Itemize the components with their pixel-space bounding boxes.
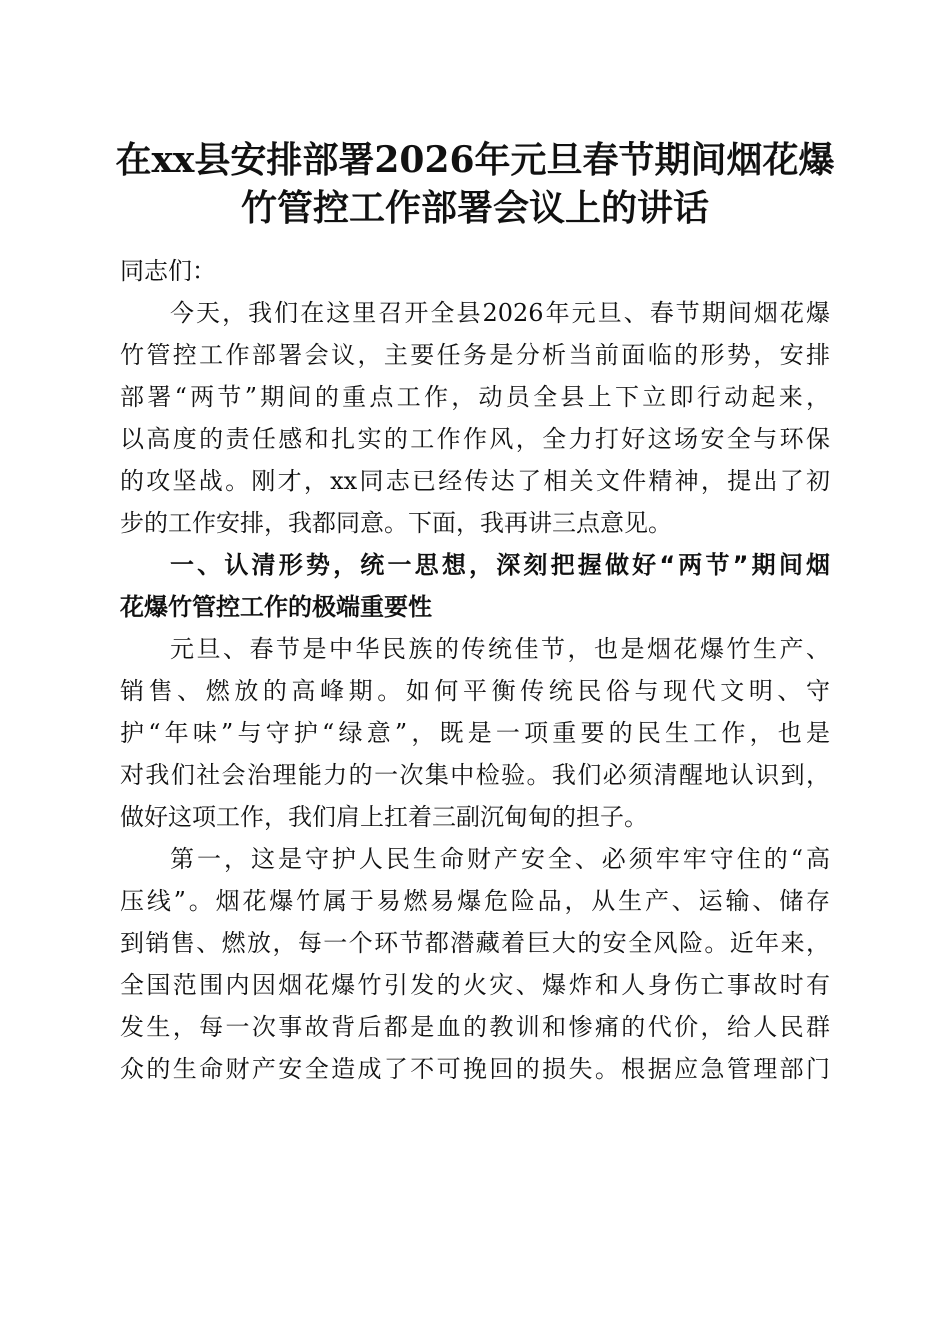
paragraph-line: 步的工作安排，我都同意。下面，我再讲三点意见。 — [120, 509, 672, 537]
paragraph-line: 竹管控工作部署会议，主要任务是分析当前面临的形势，安排 — [120, 341, 830, 369]
paragraph-first-point — [120, 838, 830, 1090]
paragraph-line: 众的生命财产安全造成了不可挽回的损失。根据应急管理部门 — [120, 1055, 830, 1083]
title-line-2: 竹管控工作部署会议上的讲话 — [240, 187, 709, 229]
paragraph-line: 今天，我们在这里召开全县2026年元旦、春节期间烟花爆 — [170, 299, 830, 327]
paragraph-line: 第一，这是守护人民生命财产安全、必须牢牢守住的“高 — [170, 845, 830, 873]
paragraph-line: 对我们社会治理能力的一次集中检验。我们必须清醒地认识到， — [120, 761, 830, 789]
heading-line: 花爆竹管控工作的极端重要性 — [120, 593, 432, 621]
document-title — [90, 136, 860, 232]
title-line-1: 在xx县安排部署2026年元旦春节期间烟花爆 — [115, 139, 835, 181]
paragraph-line: 销售、燃放的高峰期。如何平衡传统民俗与现代文明、守 — [120, 677, 830, 705]
paragraph-line: 发生，每一次事故背后都是血的教训和惨痛的代价，给人民群 — [120, 1013, 830, 1041]
section-heading-1 — [120, 544, 830, 628]
paragraph-line: 护“年味”与守护“绿意”，既是一项重要的民生工作，也是 — [120, 719, 830, 747]
paragraph-line: 的攻坚战。刚才，xx同志已经传达了相关文件精神，提出了初 — [120, 467, 830, 495]
heading-line: 一、认清形势，统一思想，深刻把握做好“两节”期间烟 — [170, 551, 830, 579]
paragraph-line: 到销售、燃放，每一个环节都潜藏着巨大的安全风险。近年来， — [120, 929, 830, 957]
paragraph-festival — [120, 628, 830, 838]
paragraph-line: 元旦、春节是中华民族的传统佳节，也是烟花爆竹生产、 — [170, 635, 830, 663]
paragraph-line: 以高度的责任感和扎实的工作作风，全力打好这场安全与环保 — [120, 425, 830, 453]
document-body — [120, 250, 830, 1090]
greeting: 同志们： — [120, 257, 216, 285]
paragraph-line: 全国范围内因烟花爆竹引发的火灾、爆炸和人身伤亡事故时有 — [120, 971, 830, 999]
paragraph-line: 压线”。烟花爆竹属于易燃易爆危险品，从生产、运输、储存 — [120, 887, 830, 915]
paragraph-line: 部署“两节”期间的重点工作，动员全县上下立即行动起来， — [120, 383, 830, 411]
paragraph-line: 做好这项工作，我们肩上扛着三副沉甸甸的担子。 — [120, 803, 648, 831]
paragraph-opening — [120, 292, 830, 544]
